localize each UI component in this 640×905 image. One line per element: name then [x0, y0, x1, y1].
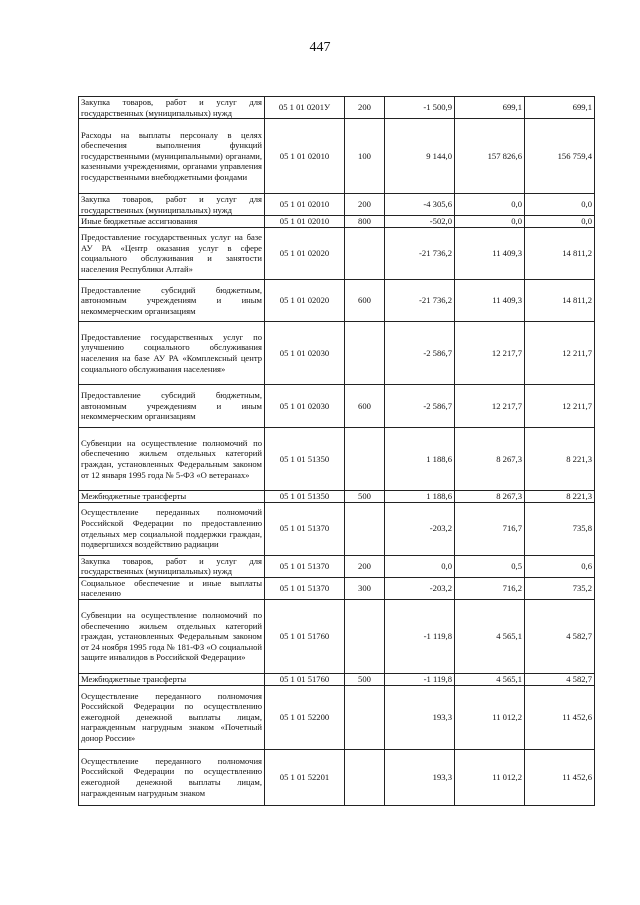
- cell-code: 05 1 01 02010: [265, 216, 345, 228]
- cell-name: Предоставление субсидий бюджетным, автономным учреждениям и иным некоммерческим организациям: [79, 384, 265, 427]
- cell-v1: -203,2: [385, 577, 455, 599]
- table-row: [79, 490, 595, 502]
- cell-code: 05 1 01 51760: [265, 599, 345, 673]
- cell-v3: 8 221,3: [525, 490, 595, 502]
- cell-v1: -2 586,7: [385, 384, 455, 427]
- cell-v1: -1 119,8: [385, 673, 455, 685]
- table-row: [79, 577, 595, 599]
- cell-type: [345, 502, 385, 555]
- cell-name: Социальное обеспечение и иные выплаты населению: [79, 577, 265, 599]
- cell-v2: 716,2: [455, 577, 525, 599]
- cell-v3: 8 221,3: [525, 427, 595, 490]
- cell-v3: 735,8: [525, 502, 595, 555]
- cell-code: 05 1 01 52201: [265, 749, 345, 805]
- cell-v1: 1 188,6: [385, 427, 455, 490]
- table-row: [79, 279, 595, 321]
- cell-v2: 12 217,7: [455, 321, 525, 384]
- cell-v2: 4 565,1: [455, 673, 525, 685]
- cell-type: 800: [345, 216, 385, 228]
- cell-code: 05 1 01 02010: [265, 119, 345, 194]
- cell-type: 100: [345, 119, 385, 194]
- table-row: [79, 685, 595, 749]
- cell-v2: 0,5: [455, 555, 525, 577]
- cell-v3: 11 452,6: [525, 685, 595, 749]
- cell-v3: 12 211,7: [525, 321, 595, 384]
- cell-name: Закупка товаров, работ и услуг для государственных (муниципальных) нужд: [79, 194, 265, 216]
- cell-type: 300: [345, 577, 385, 599]
- cell-v1: -502,0: [385, 216, 455, 228]
- cell-code: 05 1 01 02030: [265, 321, 345, 384]
- cell-code: 05 1 01 51370: [265, 502, 345, 555]
- cell-v2: 157 826,6: [455, 119, 525, 194]
- cell-code: 05 1 01 51350: [265, 427, 345, 490]
- cell-name: Межбюджетные трансферты: [79, 673, 265, 685]
- page-number: 447: [309, 40, 331, 55]
- cell-type: [345, 321, 385, 384]
- cell-name: Субвенции на осуществление полномочий по обеспечению жильем отдельных категорий граждан, установленных Федеральным законом от 12 января 1995 года № 5-ФЗ «О ветеранах»: [79, 427, 265, 490]
- cell-v3: 0,0: [525, 216, 595, 228]
- cell-name: Закупка товаров, работ и услуг для государственных (муниципальных) нужд: [79, 97, 265, 119]
- table-row: [79, 749, 595, 805]
- cell-v3: 12 211,7: [525, 384, 595, 427]
- cell-v2: 11 012,2: [455, 749, 525, 805]
- cell-v2: 699,1: [455, 97, 525, 119]
- cell-name: Осуществление переданных полномочий Российской Федерации по предоставлению отдельных мер социальной поддержки граждан, подвергшихся воздействию радиации: [79, 502, 265, 555]
- table-row: [79, 321, 595, 384]
- cell-v2: 11 409,3: [455, 227, 525, 279]
- cell-v1: -1 500,9: [385, 97, 455, 119]
- cell-name: Иные бюджетные ассигнования: [79, 216, 265, 228]
- cell-v1: 9 144,0: [385, 119, 455, 194]
- cell-v3: 4 582,7: [525, 673, 595, 685]
- cell-v1: 193,3: [385, 685, 455, 749]
- table-row: [79, 227, 595, 279]
- table-row: [79, 119, 595, 194]
- budget-table-body: [79, 97, 595, 806]
- budget-table: [78, 96, 595, 806]
- cell-code: 05 1 01 52200: [265, 685, 345, 749]
- cell-type: 200: [345, 194, 385, 216]
- cell-code: 05 1 01 02030: [265, 384, 345, 427]
- cell-v3: 735,2: [525, 577, 595, 599]
- cell-type: 600: [345, 279, 385, 321]
- cell-v3: 14 811,2: [525, 279, 595, 321]
- table-row: [79, 673, 595, 685]
- cell-v1: -21 736,2: [385, 279, 455, 321]
- cell-v3: 4 582,7: [525, 599, 595, 673]
- cell-v2: 0,0: [455, 216, 525, 228]
- cell-v3: 11 452,6: [525, 749, 595, 805]
- cell-type: 500: [345, 673, 385, 685]
- cell-type: [345, 685, 385, 749]
- cell-v1: 193,3: [385, 749, 455, 805]
- cell-code: 05 1 01 51760: [265, 673, 345, 685]
- cell-type: [345, 227, 385, 279]
- cell-code: 05 1 01 51370: [265, 555, 345, 577]
- cell-name: Осуществление переданного полномочия Российской Федерации по осуществлению ежегодной денежной выплаты лицам, награжденным нагрудным знаком: [79, 749, 265, 805]
- cell-type: 500: [345, 490, 385, 502]
- cell-name: Субвенции на осуществление полномочий по обеспечению жильем отдельных категорий граждан, установленных Федеральным законом от 24 ноября 1995 года № 181-ФЗ «О социальной защите инвалидов в Российской Федерации»: [79, 599, 265, 673]
- cell-type: [345, 749, 385, 805]
- cell-v2: 8 267,3: [455, 490, 525, 502]
- cell-code: 05 1 01 51370: [265, 577, 345, 599]
- cell-code: 05 1 01 51350: [265, 490, 345, 502]
- cell-name: Предоставление государственных услуг по улучшению социального обслуживания населения на базе АУ РА «Комплексный центр социального обслуживания населения»: [79, 321, 265, 384]
- cell-type: [345, 599, 385, 673]
- cell-v2: 12 217,7: [455, 384, 525, 427]
- table-row: [79, 384, 595, 427]
- cell-code: 05 1 01 0201У: [265, 97, 345, 119]
- table-row: [79, 194, 595, 216]
- cell-v1: -4 305,6: [385, 194, 455, 216]
- cell-v1: -203,2: [385, 502, 455, 555]
- table-row: [79, 555, 595, 577]
- cell-v2: 11 012,2: [455, 685, 525, 749]
- cell-code: 05 1 01 02010: [265, 194, 345, 216]
- cell-v2: 716,7: [455, 502, 525, 555]
- table-row: [79, 427, 595, 490]
- cell-v2: 0,0: [455, 194, 525, 216]
- cell-v2: 4 565,1: [455, 599, 525, 673]
- table-row: [79, 216, 595, 228]
- cell-code: 05 1 01 02020: [265, 227, 345, 279]
- cell-type: 200: [345, 555, 385, 577]
- cell-v1: -2 586,7: [385, 321, 455, 384]
- cell-name: Осуществление переданного полномочия Российской Федерации по осуществлению ежегодной денежной выплаты лицам, награжденным нагрудным знаком «Почетный донор России»: [79, 685, 265, 749]
- cell-type: [345, 427, 385, 490]
- cell-name: Предоставление субсидий бюджетным, автономным учреждениям и иным некоммерческим организациям: [79, 279, 265, 321]
- cell-code: 05 1 01 02020: [265, 279, 345, 321]
- cell-v1: -1 119,8: [385, 599, 455, 673]
- cell-v1: 0,0: [385, 555, 455, 577]
- cell-type: 600: [345, 384, 385, 427]
- cell-v3: 0,0: [525, 194, 595, 216]
- cell-v2: 8 267,3: [455, 427, 525, 490]
- cell-v1: 1 188,6: [385, 490, 455, 502]
- table-row: [79, 599, 595, 673]
- cell-v1: -21 736,2: [385, 227, 455, 279]
- cell-name: Межбюджетные трансферты: [79, 490, 265, 502]
- cell-name: Закупка товаров, работ и услуг для государственных (муниципальных) нужд: [79, 555, 265, 577]
- table-row: [79, 502, 595, 555]
- cell-v3: 0,6: [525, 555, 595, 577]
- cell-v3: 699,1: [525, 97, 595, 119]
- cell-v2: 11 409,3: [455, 279, 525, 321]
- table-row: [79, 97, 595, 119]
- cell-v3: 14 811,2: [525, 227, 595, 279]
- cell-v3: 156 759,4: [525, 119, 595, 194]
- cell-name: Расходы на выплаты персоналу в целях обеспечения выполнения функций государственными (муниципальными) органами, казенными учреждениями, органами управления государственными внебюджетными фондами: [79, 119, 265, 194]
- cell-name: Предоставление государственных услуг на базе АУ РА «Центр оказания услуг в сфере социального обслуживания и занятости населения Республики Алтай»: [79, 227, 265, 279]
- cell-type: 200: [345, 97, 385, 119]
